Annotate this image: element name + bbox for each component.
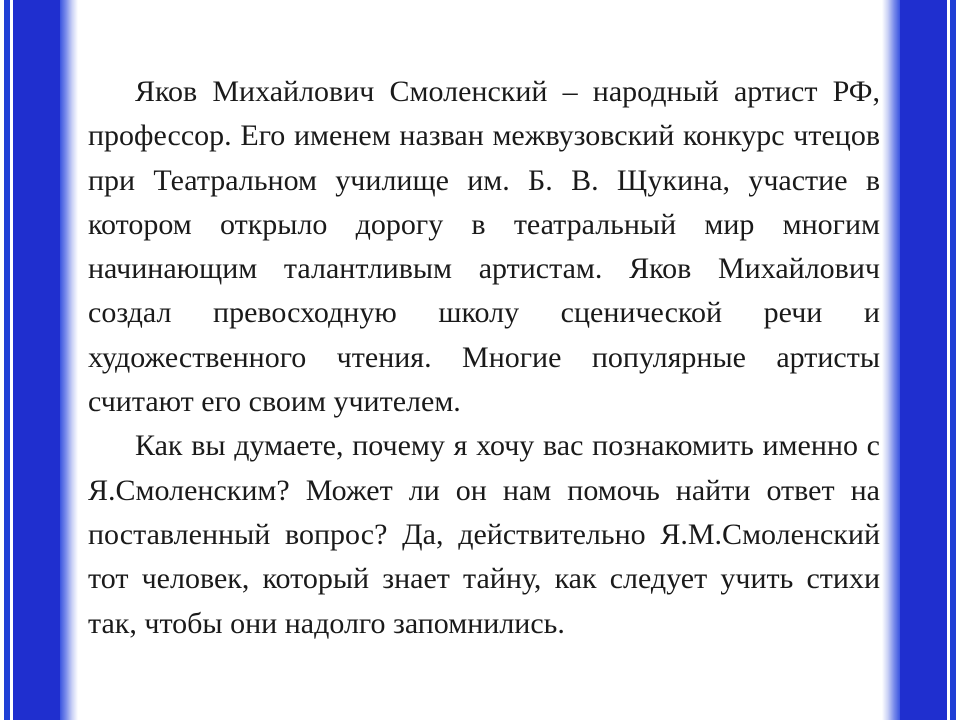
left-decorative-band [0, 0, 84, 720]
slide-text-body [88, 70, 880, 646]
right-decorative-band [876, 0, 960, 720]
paragraph-question: Как вы думаете, почему я хочу вас познакомить именно с Я.Смоленским? Может ли он нам помочь найти ответ на поставленный вопрос? Да, действительно Я.М.Смоленский тот человек, который знает тайну, как следует учить стихи так, чтобы они надолго запомнились. [88, 429, 880, 640]
paragraph-smolensky-bio: Яков Михайлович Смоленский – народный артист РФ, профессор. Его именем назван межвузовский конкурс чтецов при Театральном училище им. Б. В. Щукина, участие в котором открыло дорогу в театральный мир многим начинающим талантливым артистам. Яков Михайлович создал превосходную школу сценической речи и художественного чтения. Многие популярные артисты считают его своим учителем. [88, 75, 880, 419]
